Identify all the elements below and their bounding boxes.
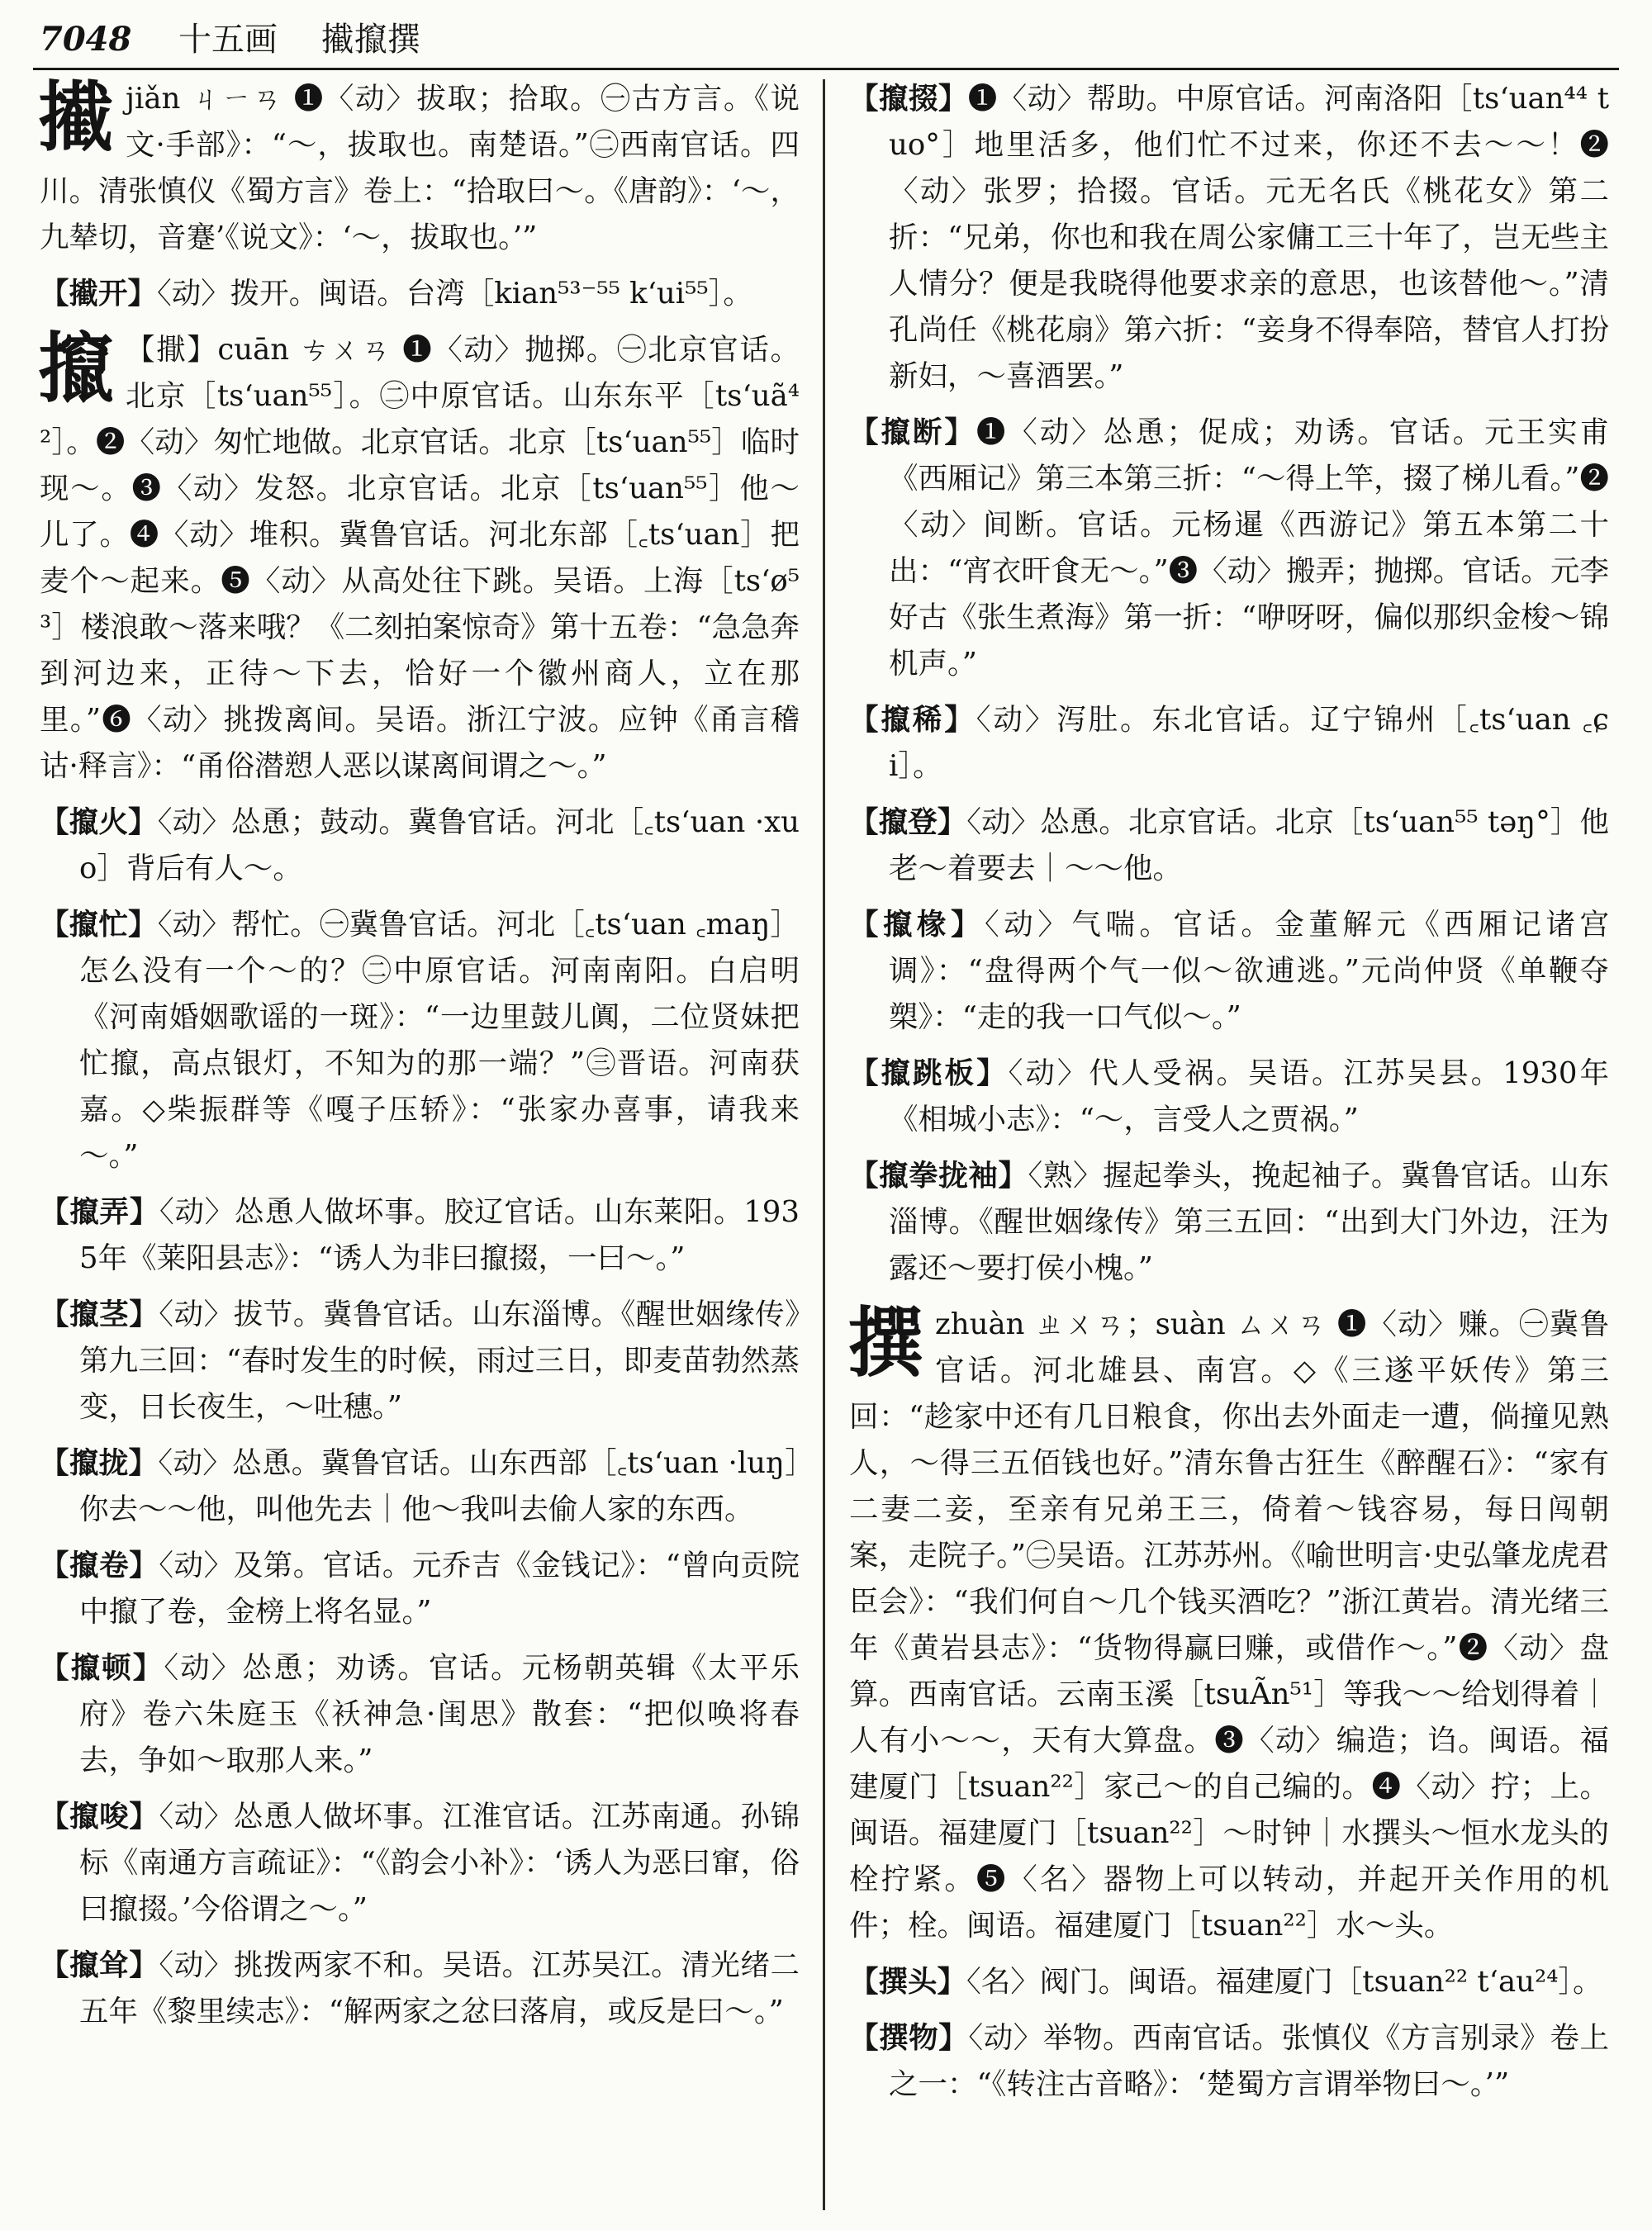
entry-definition: 〈动〉怂恿。冀鲁官话。山东西部［꜀ts‘uan ·luŋ］你去～～他，叫他先去｜他～我叫去偷人家的东西。	[79, 1446, 800, 1526]
page-number: 7048	[40, 20, 132, 59]
entry-headword: 【攛顿】	[40, 1651, 164, 1685]
sub-entry	[40, 1189, 800, 1282]
entry-headword: 【攛拢】	[40, 1446, 159, 1480]
entry-headword: 【攛忙】	[40, 908, 158, 942]
sub-entry	[849, 1959, 1609, 2005]
sub-entry	[40, 902, 800, 1179]
entry-definition: 〈动〉怂恿；劝诱。官话。元杨朝英辑《太平乐府》卷六朱庭玉《袄神急·闺思》散套：“把似唤将春去，争如～取那人来。”	[79, 1651, 800, 1777]
sub-entry	[40, 1645, 800, 1784]
sub-entry	[40, 1292, 800, 1431]
stroke-section: 十五画	[178, 21, 278, 59]
entry-headword: 【撰物】	[849, 2021, 969, 2055]
entry-definition: 〈动〉泻肚。东北官话。辽宁锦州［꜀ts‘uan ꜀ɕi］。	[889, 703, 1609, 783]
sub-entry	[40, 271, 800, 317]
entry-definition: ❶〈动〉帮助。中原官话。河南洛阳［ts‘uan⁴⁴ tuo°］地里活多，他们忙不过来，你还不去～～！❷〈动〉张罗；拾掇。官话。元无名氏《桃花女》第二折：“兄弟，你也和我在周公家傭工三十年了，岂无些主人情分？便是我晓得他要求亲的意思，也该替他～。”清孔尚任《桃花扇》第六折：“妾身不得奉陪，替官人打扮新妇，～喜酒罢。”	[889, 82, 1609, 393]
entry-headword: 【攛弄】	[40, 1195, 159, 1229]
entry-definition: 〈动〉气喘。官话。金董解元《西厢记诸宫调》：“盘得两个气一似～欲逋逃。”元尚仲贤《单鞭夺槊》：“走的我一口气似～。”	[889, 908, 1609, 1034]
entry-headword: 【攛卷】	[40, 1549, 159, 1582]
entry-headword: 【攛火】	[40, 805, 158, 839]
sub-entry	[40, 1943, 800, 2035]
entry-headword: 【攛登】	[849, 805, 967, 839]
left-column	[38, 73, 800, 2045]
entry-headword: 【攛椽】	[849, 908, 985, 942]
entry-headchar: 撰	[847, 1298, 924, 1388]
entry-definition: 〈动〉帮忙。㊀冀鲁官话。河北［꜀ts‘uan ꜀maŋ］怎么没有一个～的？㊁中原官话。河南南阳。白启明《河南婚姻歌谣的一斑》：“一边里鼓儿阗，二位贤妹把忙攛，高点银灯，不知为的那一端？”㊂晋语。河南获嘉。◇柴振群等《嘎子压轿》：“张家办喜事，请我来～。”	[79, 908, 800, 1173]
sub-entry	[849, 410, 1609, 687]
page-header	[40, 15, 1609, 64]
right-column	[849, 76, 1609, 2118]
sub-entry	[40, 1543, 800, 1635]
entry-definition: 〈动〉怂恿人做坏事。胶辽官话。山东莱阳。1935年《莱阳县志》：“诱人为非曰攛掇，一曰～。”	[79, 1195, 800, 1275]
main-entry	[847, 1298, 1609, 1949]
entry-headchar: 擮	[38, 73, 115, 162]
entry-definition: 〈动〉挑拨两家不和。吴语。江苏吴江。清光绪二五年《黎里续志》：“解两家之忿曰落肩，或反是曰～。”	[79, 1948, 800, 2028]
entry-definition: 〈动〉怂恿人做坏事。江淮官话。江苏南通。孙锦标《南通方言疏证》：“《韵会小补》：‘诱人为恶曰窜，俗曰攛掇。’今俗谓之～。”	[79, 1800, 800, 1926]
sub-entry	[40, 1794, 800, 1933]
sub-entry	[849, 799, 1609, 892]
sub-entry	[849, 697, 1609, 790]
sub-entry	[849, 902, 1609, 1041]
sub-entry	[849, 76, 1609, 400]
entry-definition: zhuàn ㄓㄨㄢ；suàn ㄙㄨㄢ ❶〈动〉赚。㊀冀鲁官话。河北雄县、南宫。◇《三遂平妖传》第三回：“趁家中还有几日粮食，你出去外面走一遭，倘撞见熟人，～得三五佰钱也好。”清东鲁古狂生《醉醒石》：“家有二妻二妾，至亲有兄弟王三，倚着～钱容易，每日闯朝案，走院子。”㊁吴语。江苏苏州。《喻世明言·史弘肇龙虎君臣会》：“我们何自～几个钱买酒吃？”浙江黄岩。清光绪三年《黄岩县志》：“货物得赢曰赚，或借作～。”❷〈动〉盘算。西南官话。云南玉溪［tsuÃn⁵¹］等我～～给划得着｜人有小～～，天有大算盘。❸〈动〉编造；诌。闽语。福建厦门［tsuan²²］家己～的自己编的。❹〈动〉拧；上。闽语。福建厦门［tsuan²²］～时钟｜水撰头～恒水龙头的栓拧紧。❺〈名〉器物上可以转动，并起开关作用的机件；栓。闽语。福建厦门［tsuan²²］水～头。	[849, 1307, 1609, 1943]
entry-definition: 〈熟〉握起拳头，挽起袖子。冀鲁官话。山东淄博。《醒世姻缘传》第三五回：“出到大门外边，汪为露还～要打侯小槐。”	[889, 1159, 1609, 1285]
main-entry	[38, 73, 800, 261]
entry-definition: 〈名〉阀门。闽语。福建厦门［tsuan²² t‘au²⁴］。	[966, 1965, 1602, 1999]
entry-definition: 〈动〉怂恿。北京官话。北京［ts‘uan⁵⁵ təŋ°］他老～着要去｜～～他。	[889, 805, 1609, 885]
entry-headword: 【擮开】	[40, 277, 158, 311]
entry-headchar: 攛	[38, 324, 115, 413]
entry-definition: 〈动〉怂恿；鼓动。冀鲁官话。河北［꜀ts‘uan ·xuo］背后有人～。	[79, 805, 800, 885]
entry-headword: 【攛茎】	[40, 1298, 159, 1331]
entry-definition: 〈动〉代人受祸。吴语。江苏吴县。1930年《相城小志》：“～，言受人之贾祸。”	[889, 1056, 1609, 1136]
entry-headword: 【攛拳拢袖】	[849, 1159, 1028, 1193]
entry-definition: 〈动〉拔节。冀鲁官话。山东淄博。《醒世姻缘传》第九三回：“春时发生的时候，雨过三日，即麦苗勃然蒸变，日长夜生，～吐穗。”	[79, 1298, 800, 1424]
entry-headword: 【攛跳板】	[849, 1056, 1009, 1090]
entry-headword: 【攛唆】	[40, 1800, 159, 1834]
sub-entry	[849, 2015, 1609, 2108]
sub-entry	[849, 1153, 1609, 1292]
entry-definition: 〈动〉举物。西南官话。张慎仪《方言别录》卷上之一：“《转注古音略》：‘楚蜀方言谓举物曰～。’”	[889, 2021, 1609, 2101]
sub-entry	[849, 1051, 1609, 1143]
column-divider	[823, 79, 825, 2210]
main-entry	[38, 324, 800, 790]
header-rule	[33, 68, 1619, 70]
entry-headword: 【撰头】	[849, 1965, 967, 1999]
entry-definition: 〈动〉及第。官话。元乔吉《金钱记》：“曾向贡院中攛了卷，金榜上将名显。”	[79, 1549, 800, 1629]
header-chars: 擮攛撰	[320, 21, 420, 59]
entry-headword: 【攛掇】	[849, 82, 968, 116]
entry-definition: 【㩎】cuān ㄘㄨㄢ ❶〈动〉抛掷。㊀北京官话。北京［ts‘uan⁵⁵］。㊁中原官话。山东东平［ts‘uã⁴²］。❷〈动〉匆忙地做。北京官话。北京［ts‘uan⁵⁵］临时现～。❸〈动〉发怒。北京官话。北京［ts‘uan⁵⁵］他～儿了。❹〈动〉堆积。冀鲁官话。河北东部［꜀ts‘uan］把麦个～起来。❺〈动〉从高处往下跳。吴语。上海［ts‘ø⁵³］楼浪敢～落来哦？《二刻拍案惊奇》第十五卷：“急急奔到河边来，正待～下去，恰好一个徽州商人，立在那里。”❻〈动〉挑拨离间。吴语。浙江宁波。应钟《甬言稽诂·释言》：“甬俗潜愬人恶以谋离间谓之～。”	[40, 333, 800, 783]
sub-entry	[40, 799, 800, 892]
entry-definition: 〈动〉拨开。闽语。台湾［kian⁵³⁻⁵⁵ k‘ui⁵⁵］。	[157, 277, 752, 311]
entry-headword: 【攛耸】	[40, 1948, 159, 1982]
sub-entry	[40, 1440, 800, 1533]
entry-headword: 【攛断】	[849, 415, 976, 449]
entry-definition: jiǎn ㄐㄧㄢ ❶〈动〉拔取；拾取。㊀古方言。《说文·手部》：“～，拔取也。南楚语。”㊁西南官话。四川。清张慎仪《蜀方言》卷上：“拾取曰～。《唐韵》：‘～，九辇切，音蹇’《说文》：‘～，拔取也。’”	[40, 82, 800, 254]
entry-definition: ❶〈动〉怂恿；促成；劝诱。官话。元王实甫《西厢记》第三本第三折：“～得上竿，掇了梯儿看。”❷〈动〉间断。官话。元杨暹《西游记》第五本第二十出：“宵衣旰食无～。”❸〈动〉搬弄；抛掷。官话。元李好古《张生煮海》第一折：“咿呀呀，偏似那织金梭～锦机声。”	[889, 415, 1609, 681]
entry-headword: 【攛稀】	[849, 703, 976, 737]
